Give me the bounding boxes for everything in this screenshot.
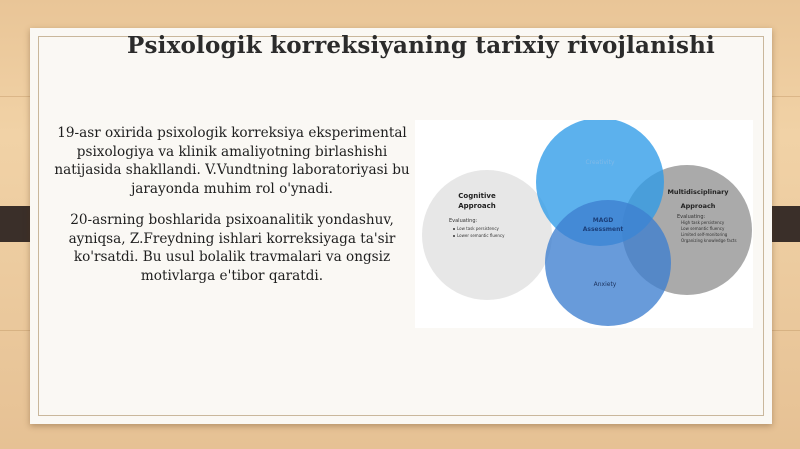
slide-title: Psixologik korreksiyaning tarixiy rivojlanishi — [127, 32, 715, 59]
paragraph-2: 20-asrning boshlarida psixoanalitik yondashuv, ayniqsa, Z.Freydning ishlari korreksiyaga ta'sir ko'rsatdi. Bu usul bolalik travmalari va ongsiz motivlarga e'tibor qaratdi. — [68, 212, 396, 284]
multi-bullet: Organizing knowledge facts — [681, 238, 737, 243]
cognitive-bullet: Low task persistency — [457, 226, 499, 231]
center-label-2: Assessment — [582, 226, 624, 233]
bullet-dot — [453, 228, 455, 230]
multi-bullet: High task persistency — [681, 220, 725, 225]
bullet-dot — [453, 235, 455, 237]
bottom-label: Anxiety — [593, 281, 617, 288]
cognitive-sub: Evaluating: — [449, 218, 478, 224]
venn-svg — [415, 120, 753, 328]
multi-bullet: Limited self-monitoring — [681, 232, 728, 237]
multi-title-2: Approach — [680, 202, 716, 210]
cognitive-title: Cognitive — [458, 192, 496, 200]
cognitive-bullet: Lower semantic fluency — [457, 233, 505, 238]
multi-sub: Evaluating: — [677, 214, 706, 220]
top-label: Creativity — [585, 159, 615, 166]
cognitive-title-2: Approach — [458, 202, 496, 210]
multi-bullet: Low semantic fluency — [681, 226, 725, 231]
paragraph-1: 19-asr oxirida psixologik korreksiya eksperimental psixologiya va klinik amaliyotning birlashishi natijasida shakllandi. V.Vundtning laboratoriyasi bu jarayonda muhim rol o'ynadi. — [54, 125, 410, 197]
venn-diagram — [415, 120, 753, 328]
center-label: MAGD — [592, 217, 614, 224]
multi-title: Multidisciplinary — [667, 188, 729, 196]
